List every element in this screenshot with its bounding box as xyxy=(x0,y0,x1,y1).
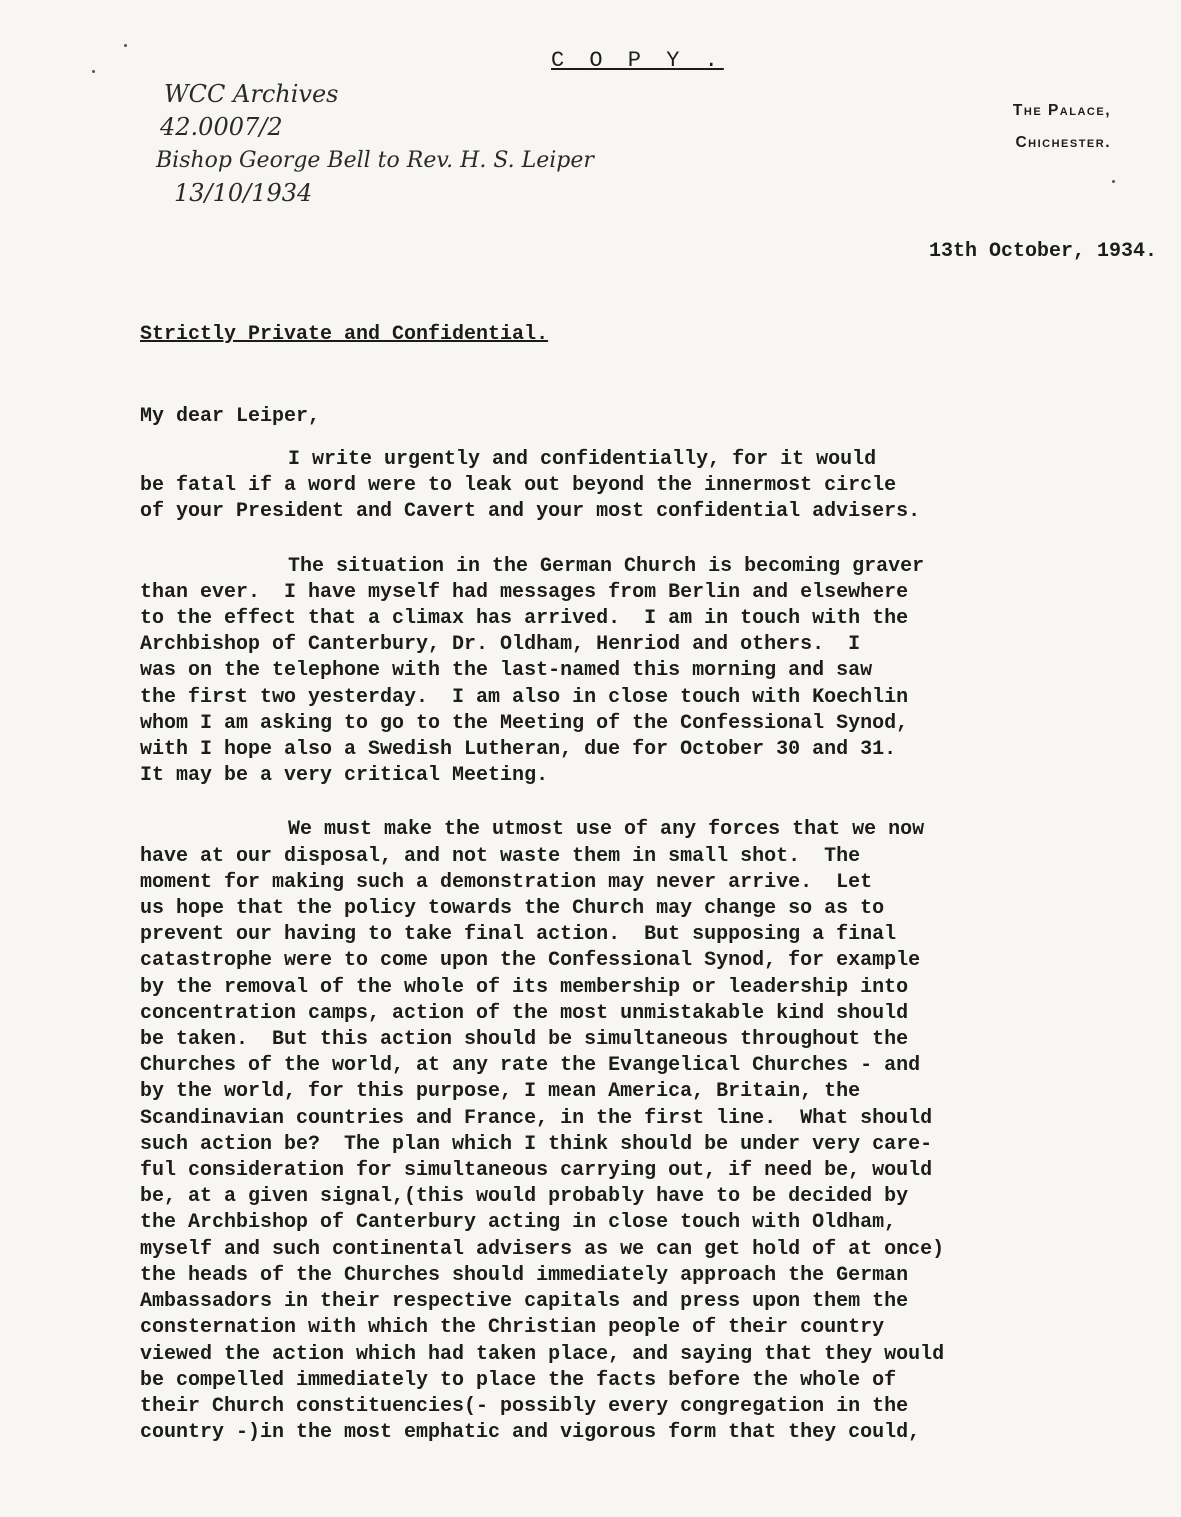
text-line: consternation with which the Christian people of their country xyxy=(140,1316,885,1340)
text-line: be, at a given signal,(this would probably have to be decided by xyxy=(140,1185,909,1209)
paragraph xyxy=(140,554,1150,790)
text-line: moment for making such a demonstration may never arrive. Let xyxy=(140,870,873,894)
text-line: ful consideration for simultaneous carrying out, if need be, would xyxy=(140,1159,933,1183)
text-line: Archbishop of Canterbury, Dr. Oldham, Henriod and others. I xyxy=(140,633,861,657)
salutation: My dear Leiper, xyxy=(140,405,321,428)
archive-line-2: 42.0007/2 xyxy=(160,113,283,141)
letter-date: 13th October, 1934. xyxy=(928,240,1157,263)
text-line: myself and such continental advisers as we can get hold of at once) xyxy=(140,1237,945,1261)
text-line: the Archbishop of Canterbury acting in close touch with Oldham, xyxy=(140,1211,897,1235)
text-line: their Church constituencies(- possibly every congregation in the xyxy=(140,1394,909,1418)
letter-body xyxy=(140,447,1150,1474)
letterhead-line-2: Chichester. xyxy=(1015,134,1111,151)
text-line: catastrophe were to come upon the Confessional Synod, for example xyxy=(140,949,921,973)
archive-line-4: 13/10/1934 xyxy=(174,179,313,207)
archive-line-3: Bishop George Bell to Rev. H. S. Leiper xyxy=(156,148,594,173)
text-line: viewed the action which had taken place, and saying that they would xyxy=(140,1342,945,1366)
text-line: with I hope also a Swedish Lutheran, due for October 30 and 31. xyxy=(140,738,897,762)
text-line: by the world, for this purpose, I mean America, Britain, the xyxy=(140,1080,861,1104)
letterhead xyxy=(1013,102,1111,152)
text-line: than ever. I have myself had messages from Berlin and elsewhere xyxy=(140,580,909,604)
paper-speck xyxy=(1112,180,1115,183)
archive-annotation xyxy=(156,78,594,210)
text-line: prevent our having to take final action. But supposing a final xyxy=(140,923,897,947)
text-line: be taken. But this action should be simultaneous throughout the xyxy=(140,1028,909,1052)
paper-speck xyxy=(124,44,127,47)
text-line: the heads of the Churches should immediately approach the German xyxy=(140,1263,909,1287)
text-line: us hope that the policy towards the Church may change so as to xyxy=(140,897,885,921)
text-line: Churches of the world, at any rate the Evangelical Churches - and xyxy=(140,1054,921,1078)
text-line: The situation in the German Church is becoming graver xyxy=(288,554,925,578)
text-line: be compelled immediately to place the facts before the whole of xyxy=(140,1368,897,1392)
text-line: I write urgently and confidentially, for it would xyxy=(288,448,877,471)
paper-speck xyxy=(92,70,95,73)
paragraph xyxy=(140,447,1150,526)
text-line: to the effect that a climax has arrived. I am in touch with the xyxy=(140,607,909,631)
text-line: of your President and Cavert and your most confidential advisers. xyxy=(140,500,921,524)
text-line: was on the telephone with the last-named this morning and saw xyxy=(140,659,873,683)
text-line: concentration camps, action of the most unmistakable kind should xyxy=(140,1001,909,1025)
copy-mark: C O P Y . xyxy=(551,48,724,73)
text-line: Ambassadors in their respective capitals and press upon them the xyxy=(140,1290,909,1314)
paragraph xyxy=(140,817,1150,1446)
confidential-heading: Strictly Private and Confidential. xyxy=(140,323,549,346)
text-line: It may be a very critical Meeting. xyxy=(140,764,549,788)
text-line: country -)in the most emphatic and vigorous form that they could, xyxy=(140,1421,921,1445)
text-line: whom I am asking to go to the Meeting of the Confessional Synod, xyxy=(140,711,909,735)
text-line: have at our disposal, and not waste them in small shot. The xyxy=(140,844,861,868)
text-line: the first two yesterday. I am also in close touch with Koechlin xyxy=(140,685,909,709)
text-line: We must make the utmost use of any forces that we now xyxy=(288,818,925,842)
text-line: by the removal of the whole of its membership or leadership into xyxy=(140,975,909,999)
letterhead-line-1: The Palace, xyxy=(1012,102,1111,119)
archive-line-1: WCC Archives xyxy=(164,80,339,108)
text-line: be fatal if a word were to leak out beyond the innermost circle xyxy=(140,474,897,498)
text-line: such action be? The plan which I think should be under very care- xyxy=(140,1132,933,1156)
text-line: Scandinavian countries and France, in the first line. What should xyxy=(140,1106,933,1130)
